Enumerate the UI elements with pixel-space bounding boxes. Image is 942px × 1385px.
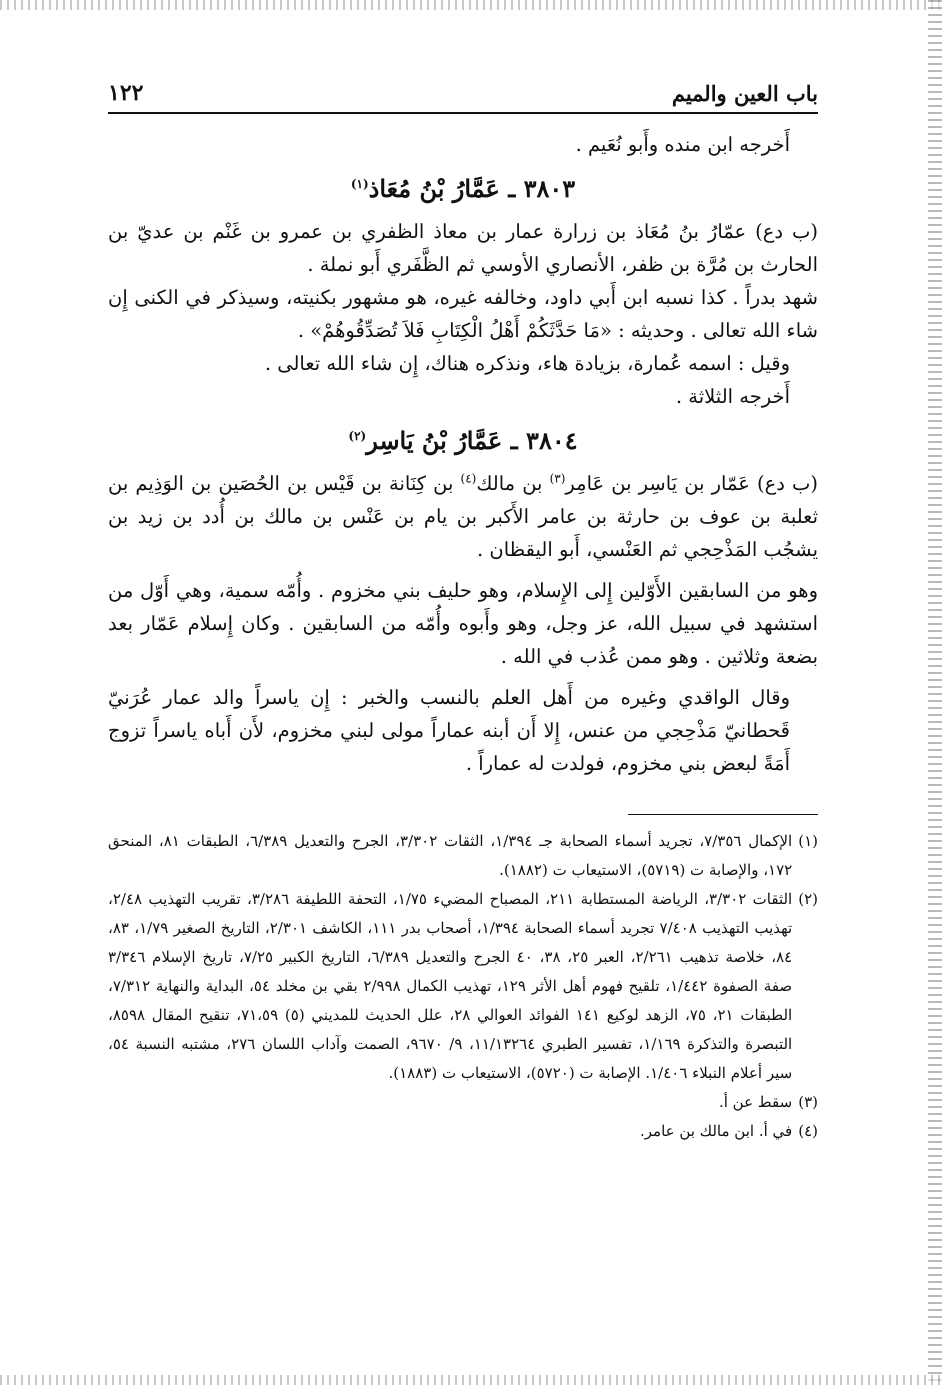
- page-header: [108, 80, 818, 114]
- footnote-divider: [628, 814, 818, 815]
- intro-line: أَخرجه ابن منده وأَبو نُعَيم .: [575, 133, 790, 156]
- footnote-number: (١): [798, 832, 818, 850]
- footnote: [108, 1088, 818, 1117]
- footnote: [108, 827, 818, 885]
- decorative-border-bottom: [0, 1375, 942, 1385]
- footnote-ref: (٤): [460, 471, 477, 486]
- footnote-ref: (١): [350, 177, 369, 191]
- text-run: بن كِنَانة بن قَيْس بن الحُصَين بن الوَذِيم بن ثعلبة بن عوف بن حارثة بن عامر الأَكبر بن يام بن عَنْس بن مالك بن أُدد بن زيد بن يشجُب المَذْحِجي ثم العَنْسي، أَبو اليقظان .: [108, 472, 818, 561]
- footnote-number: (٢): [798, 890, 818, 908]
- entry-title-text: ٣٨٠٤ ـ عَمَّارُ بْنُ يَاسِر: [366, 426, 578, 455]
- paragraph: وقال الواقدي وغيره من أَهل العلم بالنسب والخبر : إِن ياسراً والد عمار عُرَنيّ قَحطانيّ مَذْحِجي من عنس، إِلا أَن أبنه عماراً مولى لبني مخزوم، لأَن أَباه ياسراً تزوج أَمَةً لبعض بني مخزوم، فولدت له عماراً .: [108, 686, 790, 775]
- footnote-number: (٤): [798, 1122, 818, 1140]
- footnote-ref: (٢): [348, 429, 367, 443]
- footnote-text: في أ. ابن مالك بن عامر.: [639, 1122, 793, 1140]
- main-text: [108, 128, 818, 780]
- entry-title-text: ٣٨٠٣ ـ عَمَّارُ بْنُ مُعَاذ: [368, 174, 576, 203]
- text-run: بن مالك: [476, 472, 550, 495]
- book-page: [108, 80, 818, 1146]
- footnote: [108, 885, 818, 1088]
- entry-title-3803: [108, 171, 818, 207]
- paragraph: [108, 467, 818, 566]
- paragraph: (ب دع) عمّارُ بنُ مُعَاذ بن زرارة عمار بن معاذ الظفري بن عمرو بن غَنْم بن عديّ بن الحارث بن مُرَّة بن ظفر، الأنصاري الأوسي ثم الظَّفَري أَبو نملة .: [108, 220, 818, 276]
- footnote-text: الإكمال ٧/٣٥٦، تجريد أسماء الصحابة جـ ١/٣٩٤، الثقات ٣/٣٠٢، الجرح والتعديل ٦/٣٨٩، الطبقات ٨١، المنحق ١٧٢، والإصابة ت (٥٧١٩)، الاستيعاب ت (١٨٨٢).: [108, 832, 793, 879]
- decorative-border-top: [0, 0, 942, 10]
- chapter-title: باب العين والميم: [671, 81, 818, 106]
- footnote-text: سقط عن أ.: [718, 1093, 793, 1111]
- footnotes: [108, 827, 818, 1146]
- decorative-border-right: [928, 0, 942, 1385]
- footnote-ref: (٣): [549, 471, 566, 486]
- text-run: (ب دع) عَمّار بن يَاسِر بن عَامِر: [565, 472, 818, 495]
- paragraph: وقيل : اسمه عُمارة، بزيادة هاء، ونذكره هناك، إِن شاء الله تعالى .: [264, 352, 790, 375]
- paragraph: أَخرجه الثلاثة .: [675, 385, 790, 408]
- page-number: ١٢٢: [108, 80, 144, 106]
- footnote-text: الثقات ٣/٣٠٢، الرياضة المستطابة ٢١١، المصباح المضيء ١/٧٥، التحفة اللطيفة ٣/٢٨٦، تقريب التهذيب ٢/٤٨، تهذيب التهذيب ٧/٤٠٨ تجريد أسماء الصحابة ١/٣٩٤، أصحاب بدر ١١١، الكاشف ٢/٣٠١، التاريخ الصغير ١/٧٩، ٨٣، ٨٤، خلاصة تذهيب ٢/٢٦١، العبر ٢٥، ٣٨، ٤٠ الجرح والتعديل ٦/٣٨٩، التاريخ الكبير ٧/٢٥، تاريخ الإسلام ٣/٣٤٦ صفة الصفوة ١/٤٤٢، تلقيح فهوم أهل الأثر ١٢٩، تهذيب الكمال ٢/٩٩٨ بقي بن مخلد ٥٤، البداية والنهاية ٧/٣١٢، الطبقات ٢١، ٧٥، الزهد لوكيع ١٤١ الفوائد العوالي ٢٨، علل الحديث للمديني (٥) ٧١،٥٩، تنقيح المقال ٨٥٩٨، التبصرة والتذكرة ١/١٦٩، تفسير الطبري ١١/١٣٢٦٤، ٩/ ٩٦٧٠، الصمت وآداب اللسان ٢٧٦، مشتبه النسبة ٥٤، سير أعلام النبلاء ١/٤٠٦. الإصابة ت (٥٧٢٠)، الاستيعاب ت (١٨٨٣).: [108, 890, 793, 1082]
- paragraph: وهو من السابقين الأَوّلين إِلى الإِسلام، وهو حليف بني مخزوم . وأُمّه سمية، وهي أَوّل من استشهد في سبيل الله، عز وجل، وهو وأَبوه وأُمّه من السابقين . وكان إِسلام عَمّار بعد بضعة وثلاثين . وهو ممن عُذب في الله .: [108, 579, 818, 668]
- footnote-number: (٣): [798, 1093, 818, 1111]
- paragraph: شهد بدراً . كذا نسبه ابن أَبي داود، وخالفه غيره، هو مشهور بكنيته، وسيذكر في الكنى إِن شاء الله تعالى . وحديثه : «مَا حَدَّثَكُمْ أَهْلُ الْكِتَابِ فَلاَ تُصَدِّقُوهُمْ» .: [108, 286, 818, 342]
- entry-title-3804: [108, 423, 818, 459]
- footnote: [108, 1117, 818, 1146]
